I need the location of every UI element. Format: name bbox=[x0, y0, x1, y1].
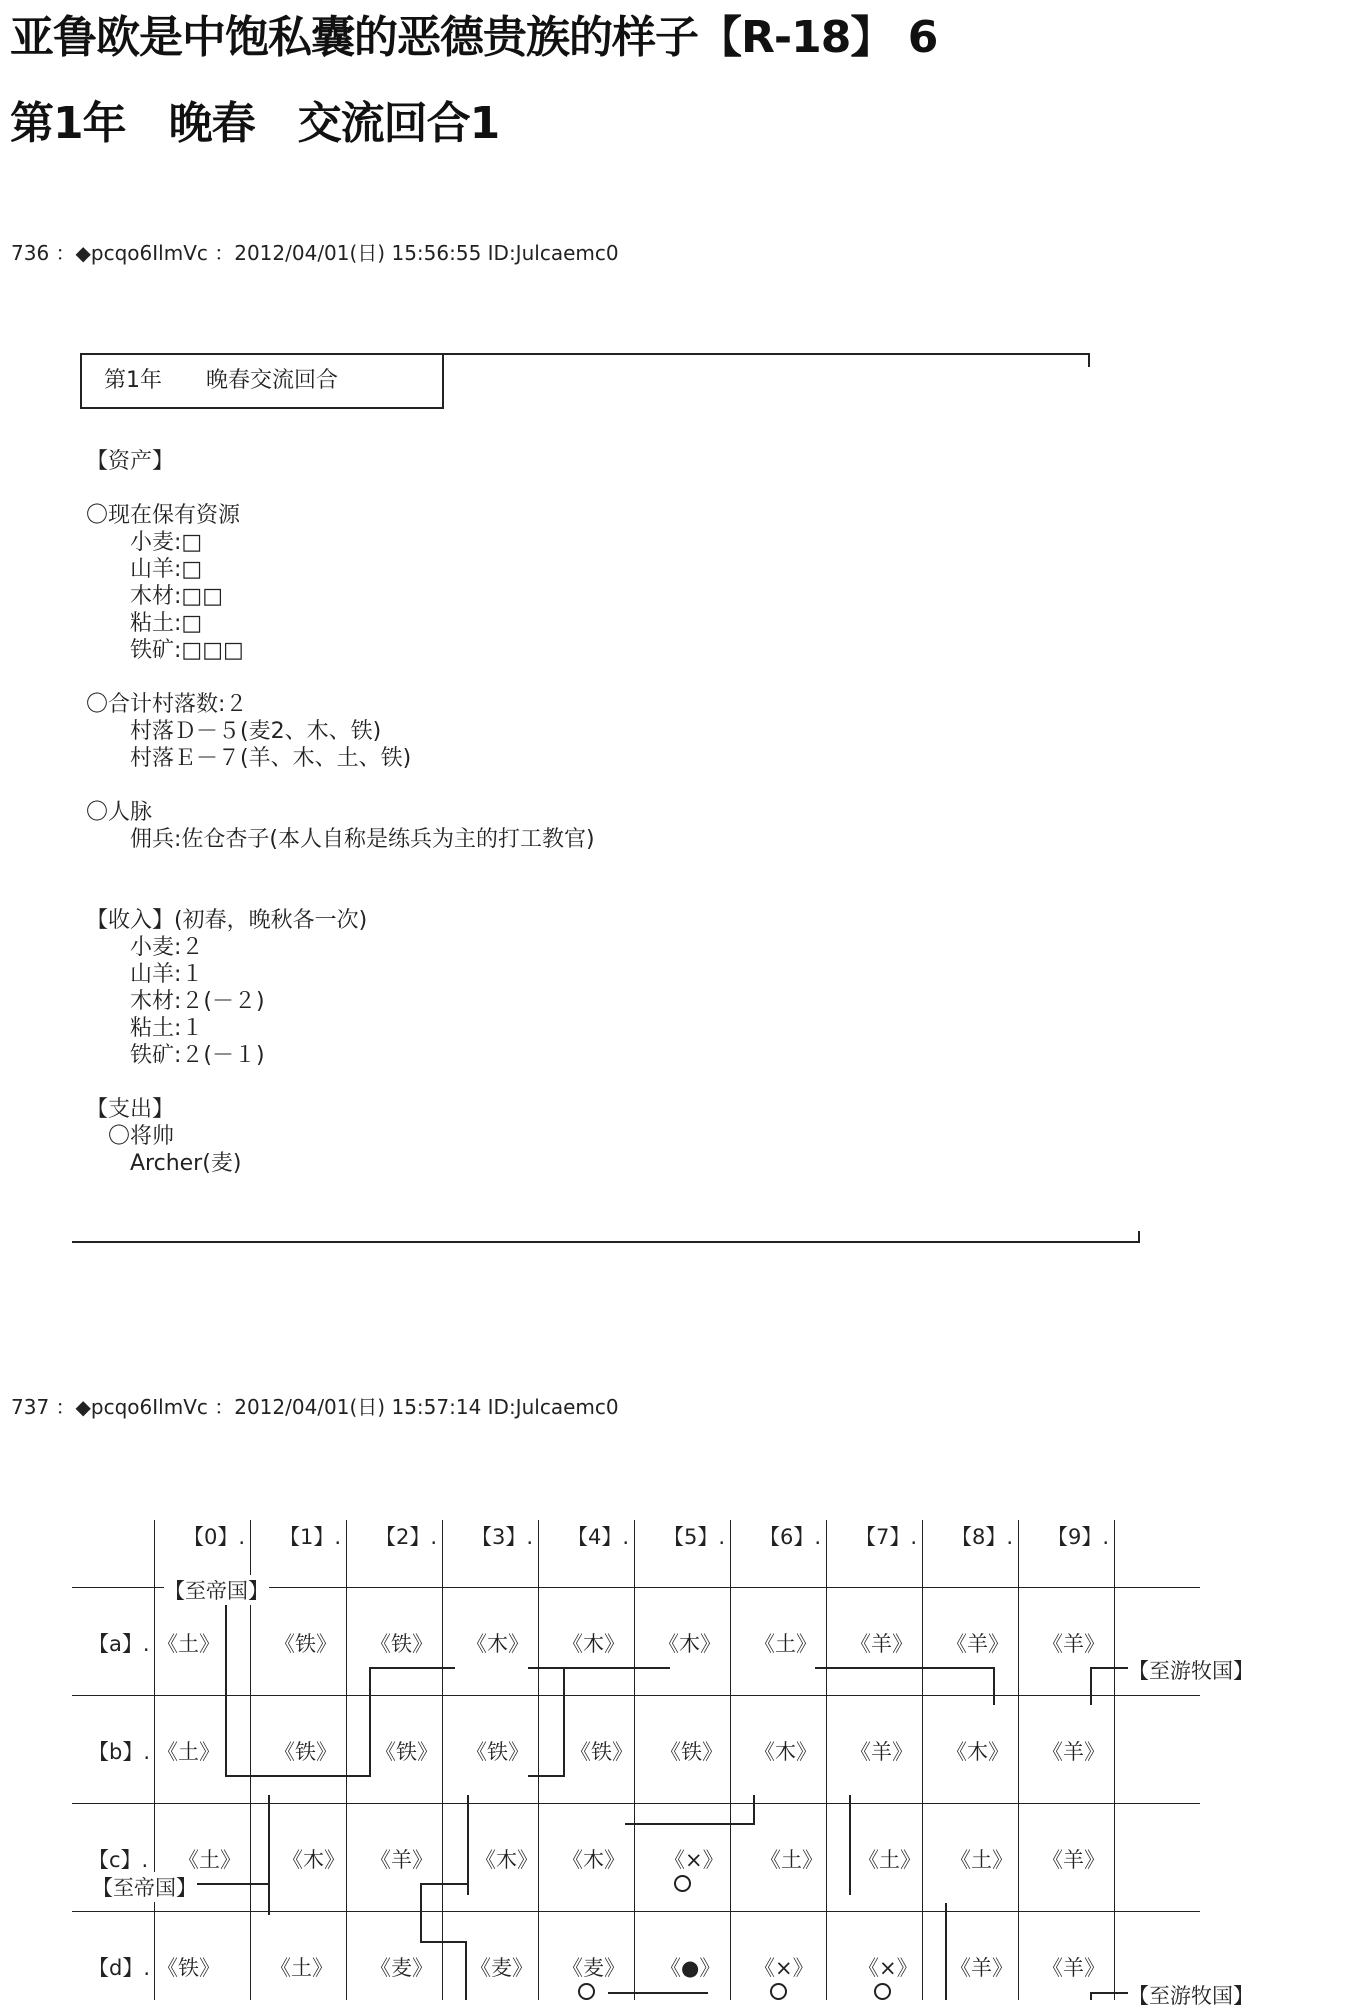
report-line: 【资产】 bbox=[86, 449, 175, 474]
border-path bbox=[608, 1992, 708, 1994]
report-line: 〇人脉 bbox=[86, 800, 153, 825]
map-cell: 《羊》 bbox=[850, 1740, 913, 1764]
border-path bbox=[467, 1795, 469, 1895]
border-path bbox=[369, 1667, 371, 1777]
border-path bbox=[225, 1587, 227, 1777]
map-cell: 《土》 bbox=[760, 1848, 823, 1872]
row-separator bbox=[72, 1803, 1200, 1804]
map-cell: 《羊》 bbox=[1042, 1956, 1105, 1980]
page-title: 亚鲁欧是中饱私囊的恶德贵族的样子【R-18】 6 bbox=[10, 12, 938, 63]
map-cell: 《麦》 bbox=[370, 1956, 433, 1980]
map-cell: 《●》 bbox=[660, 1956, 721, 1980]
map-cell: 《土》 bbox=[858, 1848, 921, 1872]
map-cell: 《羊》 bbox=[1042, 1848, 1105, 1872]
report-box-title: 第1年 晚春交流回合 bbox=[104, 368, 338, 393]
column-header: 【7】. bbox=[855, 1525, 918, 1549]
map-cell: 《木》 bbox=[562, 1848, 625, 1872]
column-separator bbox=[538, 1520, 539, 2000]
map-cell: 《羊》 bbox=[1042, 1740, 1105, 1764]
column-separator bbox=[922, 1520, 923, 2000]
map-cell: 《羊》 bbox=[370, 1848, 433, 1872]
column-separator bbox=[1114, 1520, 1115, 2000]
row-label: 【a】. bbox=[88, 1632, 150, 1656]
report-line: 山羊:□ bbox=[86, 557, 203, 582]
map-cell: 《铁》 bbox=[274, 1632, 337, 1656]
row-label: 【d】. bbox=[88, 1956, 151, 1980]
border-path bbox=[225, 1775, 370, 1777]
map-cell: 《×》 bbox=[754, 1956, 814, 1980]
page-subtitle: 第1年 晚春 交流回合1 bbox=[10, 98, 500, 149]
column-separator bbox=[634, 1520, 635, 2000]
circle-marker bbox=[578, 1983, 595, 2000]
map-cell: 《羊》 bbox=[946, 1632, 1009, 1656]
report-line: 〇将帅 bbox=[86, 1124, 175, 1149]
border-path bbox=[420, 1883, 469, 1885]
map-cell: 《木》 bbox=[946, 1740, 1009, 1764]
border-path bbox=[420, 1941, 466, 1943]
report-line: 粘土:□ bbox=[86, 611, 203, 636]
map-cell: 《×》 bbox=[664, 1848, 724, 1872]
label-to-empire: 【至帝国】 bbox=[92, 1872, 197, 1902]
map-cell: 《土》 bbox=[178, 1848, 241, 1872]
map-cell: 《土》 bbox=[950, 1848, 1013, 1872]
map-cell: 《土》 bbox=[754, 1632, 817, 1656]
circle-marker bbox=[770, 1983, 787, 2000]
map-cell: 《铁》 bbox=[370, 1632, 433, 1656]
column-header: 【2】. bbox=[375, 1525, 438, 1549]
map-cell: 《土》 bbox=[157, 1740, 220, 1764]
label-to-empire: 【至帝国】 bbox=[164, 1575, 269, 1605]
border-path bbox=[528, 1775, 565, 1777]
label-to-nomad: 【至游牧国】 bbox=[1128, 1655, 1254, 1685]
column-separator bbox=[154, 1520, 155, 2000]
border-path bbox=[815, 1667, 995, 1669]
border-path bbox=[268, 1795, 270, 1915]
post-header-736: 736 ：◆pcqo6IlmVc ：2012/04/01(日) 15:56:55 ID:Julcaemc0 bbox=[11, 241, 619, 265]
border-path bbox=[1090, 1992, 1128, 1994]
map-cell: 《土》 bbox=[270, 1956, 333, 1980]
report-line: 【支出】 bbox=[86, 1097, 175, 1122]
map-cell: 《木》 bbox=[754, 1740, 817, 1764]
map-cell: 《羊》 bbox=[850, 1632, 913, 1656]
row-label: 【c】. bbox=[88, 1848, 149, 1872]
report-line: 【收入】(初春，晚秋各一次) bbox=[86, 908, 368, 933]
row-separator bbox=[72, 1911, 1200, 1912]
map-cell: 《木》 bbox=[282, 1848, 345, 1872]
map-cell: 《铁》 bbox=[570, 1740, 633, 1764]
border-path bbox=[849, 1795, 851, 1895]
map-cell: 《铁》 bbox=[466, 1740, 529, 1764]
map-cell: 《铁》 bbox=[274, 1740, 337, 1764]
map-cell: 《麦》 bbox=[470, 1956, 533, 1980]
column-header: 【6】. bbox=[759, 1525, 822, 1549]
report-line: 山羊:１ bbox=[86, 962, 204, 987]
border-path bbox=[1090, 1667, 1128, 1669]
border-path bbox=[528, 1667, 670, 1669]
report-line: 铁矿:２(－１) bbox=[86, 1043, 265, 1068]
row-label: 【b】. bbox=[88, 1740, 151, 1764]
report-line: 〇合计村落数:２ bbox=[86, 692, 248, 717]
column-header: 【4】. bbox=[567, 1525, 630, 1549]
map-cell: 《木》 bbox=[658, 1632, 721, 1656]
map-cell: 《羊》 bbox=[1042, 1632, 1105, 1656]
border-path bbox=[420, 1883, 422, 1943]
map-cell: 《铁》 bbox=[660, 1740, 723, 1764]
map-cell: 《土》 bbox=[157, 1632, 220, 1656]
column-header: 【5】. bbox=[663, 1525, 726, 1549]
post-header-737: 737 ：◆pcqo6IlmVc ：2012/04/01(日) 15:57:14 ID:Julcaemc0 bbox=[11, 1395, 619, 1419]
column-separator bbox=[346, 1520, 347, 2000]
border-path bbox=[753, 1795, 755, 1825]
report-line: 粘土:１ bbox=[86, 1016, 204, 1041]
row-separator bbox=[72, 1695, 1200, 1696]
border-path bbox=[369, 1667, 455, 1669]
report-line: 小麦:２ bbox=[86, 935, 204, 960]
column-header: 【3】. bbox=[471, 1525, 534, 1549]
map-cell: 《羊》 bbox=[950, 1956, 1013, 1980]
column-header: 【1】. bbox=[279, 1525, 342, 1549]
report-line: 木材:２(－２) bbox=[86, 989, 265, 1014]
map-cell: 《木》 bbox=[466, 1632, 529, 1656]
report-line: 木材:□□ bbox=[86, 584, 223, 609]
report-line: 村落Ｅ－７(羊、木、土、铁) bbox=[86, 746, 412, 771]
column-separator bbox=[826, 1520, 827, 2000]
circle-marker bbox=[674, 1875, 691, 1892]
border-path bbox=[1090, 1992, 1092, 2000]
map-cell: 《铁》 bbox=[375, 1740, 438, 1764]
map-cell: 《麦》 bbox=[562, 1956, 625, 1980]
map-cell: 《木》 bbox=[475, 1848, 538, 1872]
map-cell: 《×》 bbox=[858, 1956, 918, 1980]
circle-marker bbox=[874, 1983, 891, 2000]
report-line: 〇现在保有资源 bbox=[86, 503, 241, 528]
map-cell: 《铁》 bbox=[157, 1956, 220, 1980]
report-line: 村落Ｄ－５(麦2、木、铁) bbox=[86, 719, 382, 744]
border-path bbox=[465, 1941, 467, 2000]
column-header: 【9】. bbox=[1047, 1525, 1110, 1549]
border-path bbox=[563, 1667, 565, 1777]
border-path bbox=[993, 1667, 995, 1705]
border-path bbox=[190, 1883, 270, 1885]
report-line: Archer(麦) bbox=[86, 1151, 242, 1176]
border-path bbox=[625, 1823, 755, 1825]
column-header: 【0】. bbox=[183, 1525, 246, 1549]
column-separator bbox=[730, 1520, 731, 2000]
border-path bbox=[945, 1903, 947, 2000]
border-path bbox=[1090, 1667, 1092, 1705]
column-separator bbox=[442, 1520, 443, 2000]
label-to-nomad: 【至游牧国】 bbox=[1128, 1980, 1254, 2010]
map-cell: 《木》 bbox=[562, 1632, 625, 1656]
report-line: 佣兵:佐仓杏子(本人自称是练兵为主的打工教官) bbox=[86, 827, 595, 852]
column-separator bbox=[1018, 1520, 1019, 2000]
column-header: 【8】. bbox=[951, 1525, 1014, 1549]
report-line: 铁矿:□□□ bbox=[86, 638, 244, 663]
report-line: 小麦:□ bbox=[86, 530, 203, 555]
